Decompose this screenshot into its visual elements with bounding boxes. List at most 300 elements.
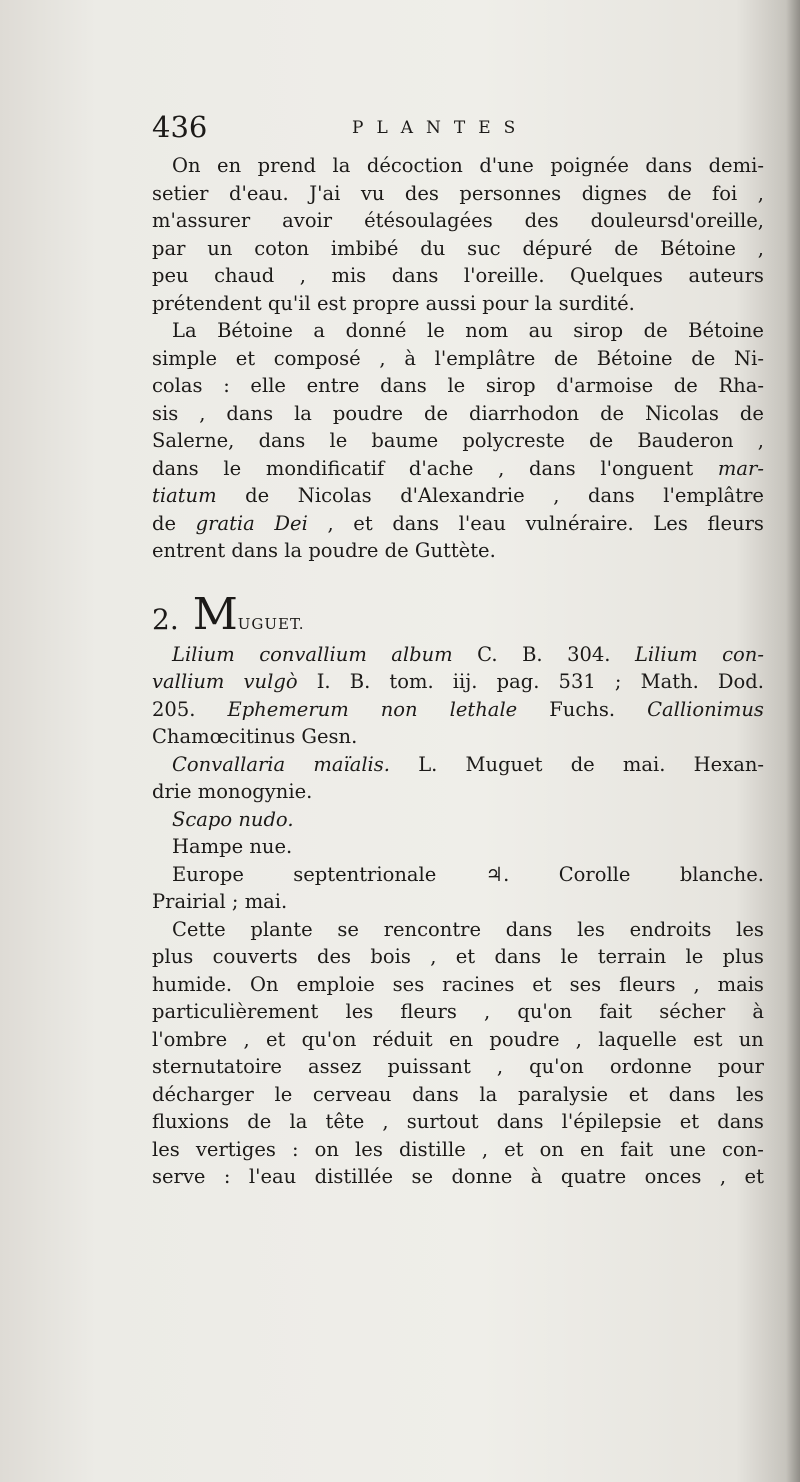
word: pag. (496, 670, 540, 693)
word: de (152, 511, 177, 535)
word: plus (722, 945, 764, 968)
word: Convallaria (172, 752, 286, 776)
text-line (152, 510, 764, 538)
word: et (628, 1082, 649, 1106)
word: On (250, 972, 279, 996)
word: serve (152, 1165, 206, 1188)
word: , (693, 972, 700, 996)
word: Dod. (717, 670, 764, 693)
word: , (481, 1137, 489, 1161)
word: se (337, 917, 359, 941)
character-latin-text: Scapo nudo. (172, 807, 294, 831)
word: de (673, 374, 698, 397)
word: , (719, 1165, 727, 1188)
page-header (152, 110, 764, 150)
word: des (524, 209, 559, 232)
word: fluxions (152, 1110, 230, 1133)
page-edge-shadow (786, 0, 800, 1482)
text-line (152, 537, 764, 565)
word: prend (257, 154, 317, 177)
word: chaud (214, 264, 275, 287)
word: l'emplâtre (663, 484, 764, 507)
word: Bétoine (688, 319, 764, 342)
word: fleurs (707, 511, 764, 535)
word: distillée (314, 1165, 394, 1188)
word: fleurs (400, 1000, 457, 1023)
linnaean-name-block (152, 751, 764, 806)
word: On (172, 154, 201, 177)
word: avoir (282, 209, 333, 232)
word: I. (316, 670, 331, 693)
text-line (152, 971, 764, 999)
word: La (172, 319, 197, 342)
word: sécher (659, 1000, 726, 1023)
word: particulièrement (152, 1000, 319, 1023)
word: pour (717, 1055, 764, 1078)
word: baume (371, 429, 439, 452)
word: Callionimus (647, 697, 764, 721)
word: paralysie (517, 1082, 609, 1106)
word: composé (273, 346, 361, 370)
word: qu'on (517, 1000, 573, 1023)
word: surtout (406, 1110, 479, 1133)
paragraph-betoine-uses (152, 317, 764, 565)
word: : (291, 1137, 299, 1161)
word: elle (250, 374, 286, 397)
word: couverts (212, 945, 298, 968)
word: réduit (372, 1027, 433, 1051)
word: l'ombre (152, 1027, 228, 1051)
word: le (426, 319, 445, 342)
word: suc (467, 236, 501, 260)
line-text: entrent dans la poudre de Guttète. (152, 539, 496, 562)
word: le (685, 945, 704, 968)
word: , (379, 346, 386, 370)
word: vertiges (195, 1137, 276, 1161)
word: le (329, 429, 348, 452)
text-line (152, 180, 764, 208)
text-line (152, 943, 764, 971)
word: , (496, 1055, 504, 1078)
word: m'assurer (152, 209, 251, 232)
section-title: UGUET. (237, 614, 305, 633)
word: de (245, 484, 270, 507)
word: Ni- (734, 346, 764, 370)
word: L. (418, 752, 438, 776)
word: poudre (489, 1027, 560, 1051)
paragraph-decoction (152, 152, 764, 317)
word: laquelle (598, 1027, 677, 1051)
running-title: PLANTES (352, 118, 529, 138)
word: Lilium (634, 642, 698, 666)
text-line (152, 152, 764, 180)
word: Bétoine (217, 319, 293, 342)
word: et (744, 1165, 764, 1188)
text-line (152, 482, 764, 510)
word: donné (345, 319, 407, 342)
word: dans (391, 264, 439, 287)
word: fait (620, 1137, 654, 1161)
word: dans (588, 484, 635, 507)
word: un (738, 1027, 764, 1051)
word: l'eau (458, 511, 506, 535)
word: Salerne, (152, 429, 235, 452)
word: décoction (366, 154, 463, 177)
word: de (600, 401, 625, 425)
word: dans (717, 1110, 764, 1133)
word: dans (505, 917, 553, 941)
word: nom (465, 319, 509, 342)
word: distille (398, 1137, 466, 1161)
word: , (498, 456, 505, 480)
text-line (152, 235, 764, 263)
word: emploie (296, 972, 375, 996)
word: entre (306, 374, 360, 397)
word: d'armoise (556, 374, 654, 397)
word: terrain (597, 945, 667, 968)
word: la (294, 401, 312, 425)
word: assez (308, 1055, 362, 1078)
word: de (554, 346, 579, 370)
word: ♃. (485, 862, 510, 886)
character-latin (152, 806, 764, 834)
word: C. (477, 642, 498, 666)
word: , (299, 264, 306, 287)
text-line (152, 372, 764, 400)
word: ; (614, 670, 622, 693)
word: de (424, 401, 449, 425)
word: de (667, 181, 692, 205)
word: la (479, 1082, 498, 1106)
word: mis (331, 264, 367, 287)
line-text: drie monogynie. (152, 780, 313, 803)
word: rencontre (383, 917, 482, 941)
word: , (553, 484, 560, 507)
word: blanche. (679, 862, 764, 886)
word: les (736, 917, 764, 941)
text-line (152, 345, 764, 373)
word: et (679, 1110, 700, 1133)
word: iij. (452, 670, 478, 693)
word: de (691, 346, 716, 370)
word: tom. (389, 670, 434, 693)
text-line (152, 1026, 764, 1054)
word: 205. (152, 697, 196, 721)
word: colas (152, 374, 203, 397)
word: Muguet (465, 752, 543, 776)
word: Nicolas (297, 484, 372, 507)
word: demi- (708, 154, 764, 177)
description-paragraph (152, 916, 764, 1191)
word: vu (360, 181, 385, 205)
word: foi (712, 181, 738, 205)
word: Dei (274, 511, 308, 535)
word: auteurs (688, 264, 764, 287)
word: fleurs (619, 972, 676, 996)
word: puissant (387, 1055, 471, 1078)
word: Fuchs. (549, 697, 616, 721)
word: on (539, 1137, 564, 1161)
word: de (643, 319, 668, 342)
word: vulnéraire. (525, 511, 634, 535)
word: qu'on (529, 1055, 584, 1078)
word: Hexan- (693, 752, 764, 776)
word: Rha- (718, 374, 764, 397)
word: dignes (581, 181, 647, 205)
word: coton (254, 236, 310, 260)
word: l'oreille. (463, 264, 545, 287)
word: sternutatoire (152, 1055, 282, 1078)
word: l'eau (248, 1165, 297, 1188)
word: des (404, 181, 439, 205)
word: 531 (558, 670, 596, 693)
word: se (411, 1165, 434, 1188)
word: sirop (485, 374, 536, 397)
text-line (152, 1081, 764, 1109)
word: humide. (152, 972, 233, 996)
word: bois (370, 945, 411, 968)
text-line (152, 668, 764, 696)
section-number: 2. (152, 602, 179, 636)
text-line (152, 723, 764, 751)
word: les (345, 1000, 374, 1023)
word: endroits (629, 917, 712, 941)
word: sirop (573, 319, 624, 342)
word: donne (451, 1165, 513, 1188)
word: , (757, 429, 764, 452)
character-french-text: Hampe nue. (172, 835, 293, 858)
word: et (504, 1137, 524, 1161)
word: d'eau. (228, 181, 289, 205)
word: le (223, 456, 242, 480)
word: B. (522, 642, 543, 666)
section-gap (152, 565, 764, 595)
word: non (380, 697, 418, 721)
section-initial: M (192, 588, 238, 640)
word: fait (599, 1000, 633, 1023)
body-text (152, 152, 764, 1191)
section-heading (152, 588, 764, 641)
word: onces (644, 1165, 702, 1188)
word: par (152, 236, 186, 260)
word: quatre (560, 1165, 627, 1188)
word: diarrhodon (469, 401, 580, 425)
word: Math. (640, 670, 699, 693)
word: étésoulagées (364, 209, 493, 232)
word: des (316, 945, 351, 968)
word: et (353, 511, 373, 535)
text-line (152, 1163, 764, 1191)
word: a (313, 319, 326, 342)
word: , (757, 236, 764, 260)
word: de (247, 1110, 272, 1133)
word: Nicolas (645, 401, 719, 425)
word: : (223, 1165, 231, 1188)
word: dans (258, 429, 306, 452)
word: maïalis. (313, 752, 391, 776)
word: plante (250, 917, 313, 941)
text-line (152, 888, 764, 916)
word: dans (494, 945, 542, 968)
text-line (152, 1053, 764, 1081)
word: , (243, 1027, 250, 1051)
word: d'une (479, 154, 534, 177)
word: dans (152, 456, 199, 480)
word: mondificatif (265, 456, 385, 480)
word: peu (152, 264, 189, 287)
word: et (265, 1027, 286, 1051)
word: album (391, 642, 453, 666)
word: , (430, 945, 437, 968)
text-line (152, 778, 764, 806)
word: la (289, 1110, 308, 1133)
word: J'ai (309, 181, 341, 205)
word: dans (226, 401, 274, 425)
word: Cette (172, 917, 226, 941)
word: convallium (259, 642, 367, 666)
word: dans (380, 374, 427, 397)
word: B. (349, 670, 371, 693)
word: en (217, 154, 242, 177)
word: cerveau (312, 1082, 392, 1106)
word: simple (152, 346, 217, 370)
word: vallium (152, 670, 225, 693)
word: et (455, 945, 476, 968)
word: qu'on (301, 1027, 357, 1051)
word: les (355, 1137, 383, 1161)
habitat-block (152, 861, 764, 916)
text-line (152, 427, 764, 455)
text-line (152, 696, 764, 724)
text-line (152, 1108, 764, 1136)
page-number: 436 (152, 110, 208, 144)
word: racines (442, 972, 515, 996)
word: au (528, 319, 553, 342)
word: mais (717, 972, 764, 996)
text-line (152, 400, 764, 428)
word: de (589, 429, 614, 452)
word: dépuré (522, 236, 593, 260)
word: les (152, 1137, 180, 1161)
word: Lilium (172, 642, 235, 666)
word: l'emplâtre (434, 346, 536, 370)
character-french (152, 833, 764, 861)
word: gratia (195, 511, 255, 535)
word: à (404, 346, 416, 370)
word: imbibé (330, 236, 399, 260)
text-line (152, 207, 764, 235)
word: poignée (550, 154, 629, 177)
synonymy-block (152, 641, 764, 751)
text-line (152, 998, 764, 1026)
word: les (736, 1082, 764, 1106)
word: plus (152, 945, 194, 968)
word: le (274, 1082, 293, 1106)
word: dans (496, 1110, 544, 1133)
word: tiatum (152, 484, 217, 507)
word: setier (152, 181, 209, 205)
word: dans (528, 456, 576, 480)
word: Bétoine (660, 236, 736, 260)
word: les (577, 917, 605, 941)
word: douleursd'oreille, (590, 209, 764, 232)
word: un (207, 236, 233, 260)
text-line (152, 317, 764, 345)
word: personnes (459, 181, 562, 205)
word: d'Alexandrie (400, 484, 525, 507)
word: tête (325, 1110, 365, 1133)
text-line (152, 751, 764, 779)
text-line (152, 861, 764, 889)
word: con- (722, 642, 764, 666)
word: et (532, 972, 552, 996)
word: ses (392, 972, 425, 996)
line-text: prétendent qu'il est propre aussi pour la surdité. (152, 291, 635, 315)
word: le (560, 945, 579, 968)
word: ordonne (609, 1055, 692, 1078)
line-text: Chamœcitinus Gesn. (152, 725, 358, 748)
word: , (757, 181, 764, 205)
word: du (420, 236, 446, 260)
word: le (447, 374, 466, 397)
text-line (152, 1136, 764, 1164)
word: Corolle (558, 862, 631, 886)
word: décharger (152, 1082, 254, 1106)
word: Quelques (570, 264, 663, 287)
word: , (382, 1110, 389, 1133)
word: , (484, 1000, 491, 1023)
word: dans (645, 154, 693, 177)
text-line (152, 916, 764, 944)
word: vulgò (243, 670, 298, 693)
word: la (332, 154, 351, 177)
word: septentrionale (293, 862, 437, 886)
word: ses (569, 972, 602, 996)
word: sis (152, 401, 179, 425)
word: mar- (717, 456, 764, 480)
word: en (448, 1027, 474, 1051)
word: dans (668, 1082, 716, 1106)
word: poudre (332, 401, 404, 425)
word: à (752, 1000, 764, 1023)
word: con- (722, 1137, 764, 1161)
word: de (739, 401, 764, 425)
word: est (693, 1027, 723, 1051)
word: en (580, 1137, 605, 1161)
word: et (235, 346, 256, 370)
word: une (669, 1137, 706, 1161)
text-line (152, 455, 764, 483)
text-line (152, 262, 764, 290)
word: Europe (172, 862, 244, 886)
word: d'ache (408, 456, 474, 480)
text-line (152, 641, 764, 669)
word: : (223, 374, 230, 397)
word: dans (392, 511, 439, 535)
word: de (570, 752, 595, 776)
word: , (327, 511, 334, 535)
word: 304. (567, 642, 611, 666)
word: l'épilepsie (561, 1110, 662, 1133)
word: on (314, 1137, 339, 1161)
word: , (199, 401, 206, 425)
word: Bétoine (596, 346, 673, 370)
word: Les (653, 511, 688, 535)
word: à (530, 1165, 543, 1188)
word: de (614, 236, 639, 260)
text-line (152, 290, 764, 318)
word: Ephemerum (227, 697, 349, 721)
